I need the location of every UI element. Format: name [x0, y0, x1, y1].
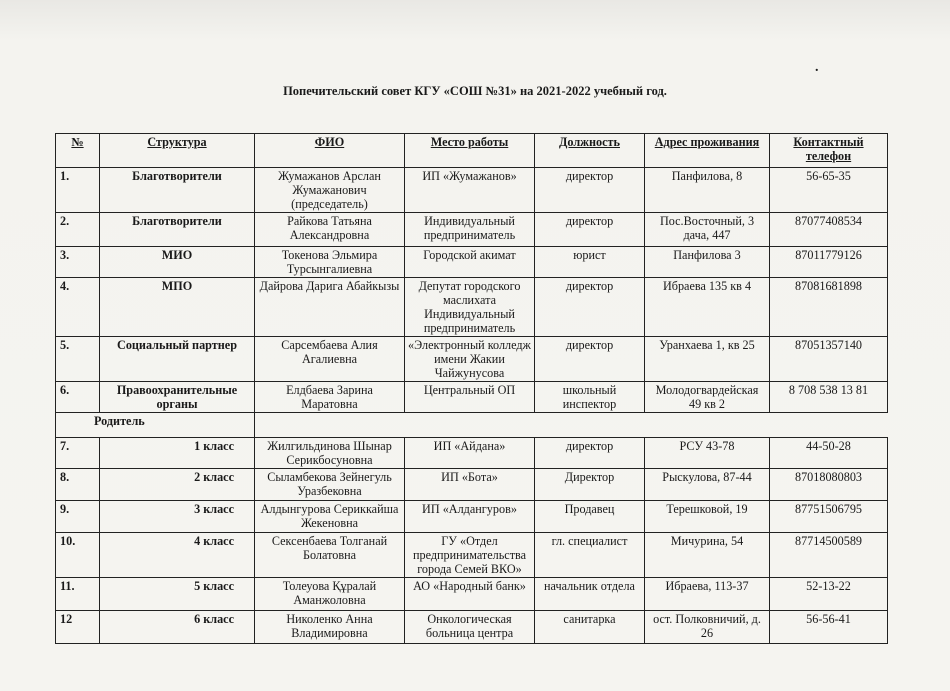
- row-position: Продавец: [535, 501, 645, 533]
- table-row: [56, 213, 888, 247]
- row-work: Городской акимат: [405, 247, 535, 278]
- row-phone: 87714500589: [770, 533, 888, 578]
- row-position: гл. специалист: [535, 533, 645, 578]
- header-phone: Контактный телефон: [770, 134, 888, 168]
- row-num: 3.: [56, 247, 100, 278]
- row-class: 4 класс: [100, 533, 255, 578]
- table-row: [56, 382, 888, 413]
- row-address: Панфилова, 8: [645, 168, 770, 213]
- row-name: Жилгильдинова Шынар Серикбосуновна: [255, 438, 405, 469]
- table-row: [56, 501, 888, 533]
- row-phone: 87751506795: [770, 501, 888, 533]
- row-num: 1.: [56, 168, 100, 213]
- row-work: Индивидуальный предприниматель: [405, 213, 535, 247]
- row-address: Рыскулова, 87-44: [645, 469, 770, 501]
- row-name: Райкова Татьяна Александровна: [255, 213, 405, 247]
- row-name: Дайрова Дарига Абайкызы: [255, 278, 405, 337]
- row-phone: 87018080803: [770, 469, 888, 501]
- row-work: Онкологическая больница центра: [405, 611, 535, 644]
- row-class: 1 класс: [100, 438, 255, 469]
- row-position: школьный инспектор: [535, 382, 645, 413]
- row-position: директор: [535, 438, 645, 469]
- row-num: 7.: [56, 438, 100, 469]
- row-work: Центральный ОП: [405, 382, 535, 413]
- row-address: РСУ 43-78: [645, 438, 770, 469]
- row-phone: 56-56-41: [770, 611, 888, 644]
- row-position: начальник отдела: [535, 578, 645, 611]
- header-name: ФИО: [255, 134, 405, 168]
- row-name: Николенко Анна Владимировна: [255, 611, 405, 644]
- table-row: [56, 168, 888, 213]
- row-class: 3 класс: [100, 501, 255, 533]
- row-name: Жумажанов Арслан Жумажанович (председатель): [255, 168, 405, 213]
- row-work: ИП «Айдана»: [405, 438, 535, 469]
- row-work: ИП «Алдангуров»: [405, 501, 535, 533]
- row-address: Мичурина, 54: [645, 533, 770, 578]
- row-address: Терешковой, 19: [645, 501, 770, 533]
- row-num: 4.: [56, 278, 100, 337]
- header-work: Место работы: [405, 134, 535, 168]
- row-work: ИП «Бота»: [405, 469, 535, 501]
- header-position: Должность: [535, 134, 645, 168]
- row-name: Алдынгурова Сериккайша Жекеновна: [255, 501, 405, 533]
- row-class: 5 класс: [100, 578, 255, 611]
- row-structure: МПО: [100, 278, 255, 337]
- row-structure: МИО: [100, 247, 255, 278]
- row-address: Пос.Восточный, 3 дача, 447: [645, 213, 770, 247]
- row-structure: Социальный партнер: [100, 337, 255, 382]
- parent-label: Родитель: [56, 413, 255, 438]
- row-phone: 56-65-35: [770, 168, 888, 213]
- row-position: Директор: [535, 469, 645, 501]
- row-position: юрист: [535, 247, 645, 278]
- row-phone: 87081681898: [770, 278, 888, 337]
- row-phone: 87077408534: [770, 213, 888, 247]
- row-name: Елдбаева Зарина Маратовна: [255, 382, 405, 413]
- row-name: Токенова Эльмира Турсынгалиевна: [255, 247, 405, 278]
- row-class: 6 класс: [100, 611, 255, 644]
- row-class: 2 класс: [100, 469, 255, 501]
- parent-gap: [255, 413, 888, 438]
- row-num: 10.: [56, 533, 100, 578]
- table-header-row: [56, 134, 888, 168]
- row-address: Молодогвардейская 49 кв 2: [645, 382, 770, 413]
- row-name: Сексенбаева Толганай Болатовна: [255, 533, 405, 578]
- row-phone: 44-50-28: [770, 438, 888, 469]
- row-position: директор: [535, 168, 645, 213]
- parent-section-row: [56, 413, 888, 438]
- row-num: 11.: [56, 578, 100, 611]
- header-structure: Структура: [100, 134, 255, 168]
- row-phone: 52-13-22: [770, 578, 888, 611]
- table-row: [56, 337, 888, 382]
- row-address: Ибраева 135 кв 4: [645, 278, 770, 337]
- row-structure: Правоохранительные органы: [100, 382, 255, 413]
- row-num: 6.: [56, 382, 100, 413]
- row-name: Сыламбекова Зейнегуль Уразбековна: [255, 469, 405, 501]
- table-row: [56, 469, 888, 501]
- row-structure: Благотворители: [100, 213, 255, 247]
- row-work: ГУ «Отдел предпринимательства города Семей ВКО»: [405, 533, 535, 578]
- row-name: Сарсембаева Алия Агалиевна: [255, 337, 405, 382]
- board-table: [55, 133, 888, 644]
- row-address: ост. Полковничий, д. 26: [645, 611, 770, 644]
- document-title: Попечительский совет КГУ «СОШ №31» на 2021-2022 учебный год.: [283, 84, 667, 98]
- row-position: директор: [535, 278, 645, 337]
- header-address: Адрес проживания: [645, 134, 770, 168]
- table-row: [56, 278, 888, 337]
- header-num: №: [56, 134, 100, 168]
- table-row: [56, 578, 888, 611]
- row-address: Уранхаева 1, кв 25: [645, 337, 770, 382]
- table-row: [56, 611, 888, 644]
- stray-dot: .: [815, 60, 819, 75]
- row-work: Депутат городского маслихата Индивидуальный предприниматель: [405, 278, 535, 337]
- table-row: [56, 533, 888, 578]
- row-num: 8.: [56, 469, 100, 501]
- table-row: [56, 247, 888, 278]
- row-num: 9.: [56, 501, 100, 533]
- row-name: Толеуова Құралай Аманжоловна: [255, 578, 405, 611]
- row-work: ИП «Жумажанов»: [405, 168, 535, 213]
- row-work: «Электронный колледж имени Жакии Чайжунусова: [405, 337, 535, 382]
- row-work: АО «Народный банк»: [405, 578, 535, 611]
- row-position: директор: [535, 213, 645, 247]
- table-row: [56, 438, 888, 469]
- row-address: Ибраева, 113-37: [645, 578, 770, 611]
- row-structure: Благотворители: [100, 168, 255, 213]
- row-phone: 8 708 538 13 81: [770, 382, 888, 413]
- row-phone: 87051357140: [770, 337, 888, 382]
- row-position: санитарка: [535, 611, 645, 644]
- row-phone: 87011779126: [770, 247, 888, 278]
- row-position: директор: [535, 337, 645, 382]
- row-num: 5.: [56, 337, 100, 382]
- row-address: Панфилова 3: [645, 247, 770, 278]
- row-num: 12: [56, 611, 100, 644]
- row-num: 2.: [56, 213, 100, 247]
